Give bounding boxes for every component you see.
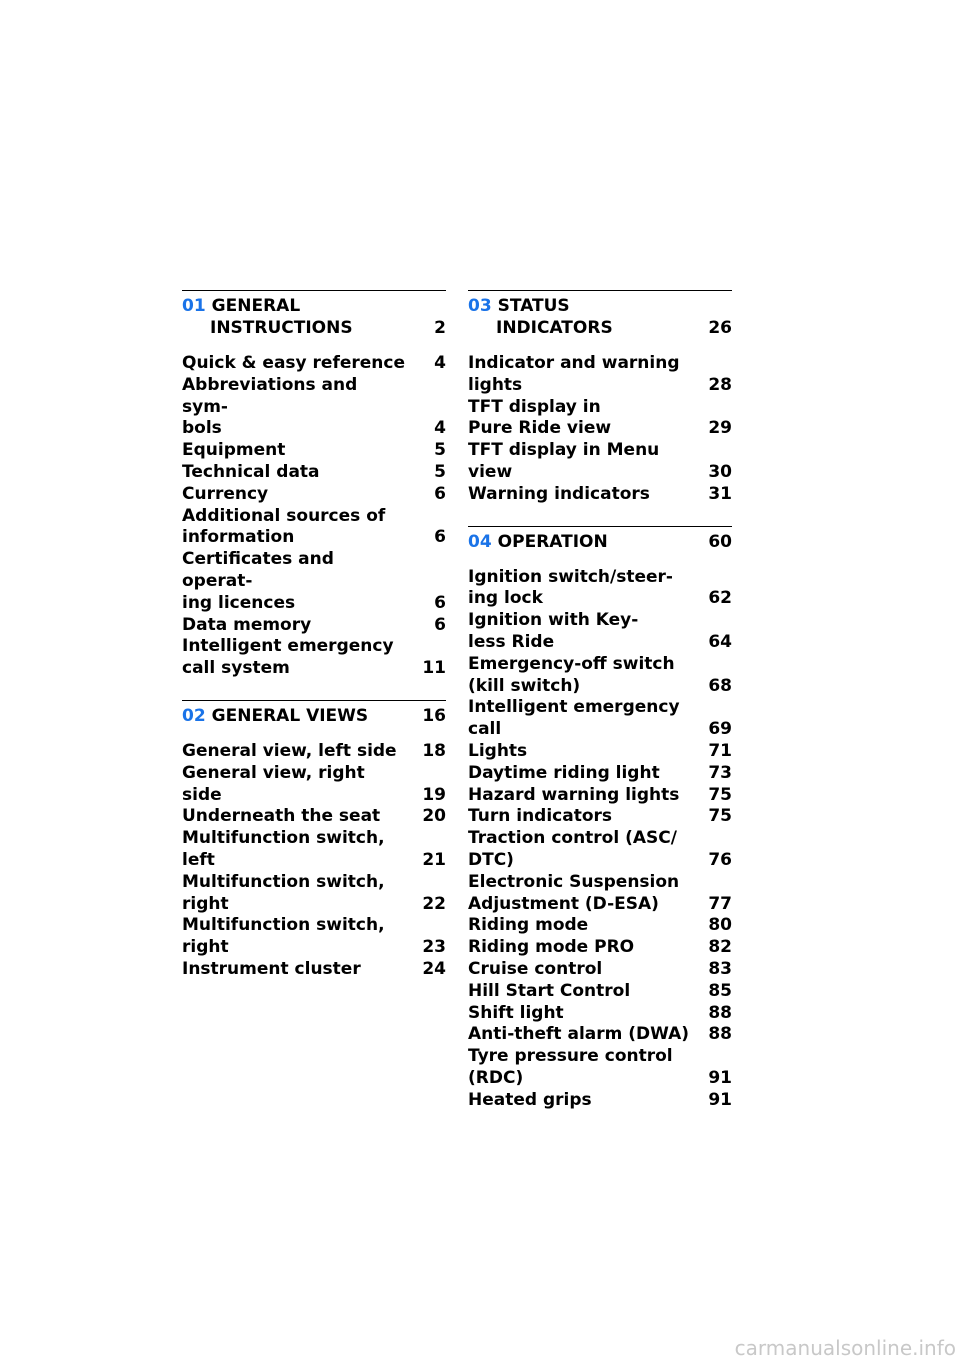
toc-entry-title: Electronic Suspension Adjustment (D-ESA): [468, 871, 680, 914]
toc-entry[interactable]: [182, 741, 446, 763]
toc-entry-title: Underneath the seat: [182, 806, 381, 827]
toc-entry-title: Heated grips: [468, 1089, 592, 1110]
toc-entry-page: 31: [708, 483, 732, 504]
section-heading-row: [182, 295, 446, 317]
toc-entry-page: 91: [708, 1067, 732, 1088]
section-title: GENERAL: [211, 296, 301, 316]
toc-entry[interactable]: [468, 763, 732, 785]
toc-entry-page: 83: [708, 958, 732, 979]
toc-entry[interactable]: [182, 484, 446, 506]
toc-entry-page: 62: [708, 588, 732, 609]
toc-entry-page: 5: [434, 461, 446, 482]
toc-entry-page: 29: [708, 418, 732, 439]
toc-entry-title: Abbreviations and sym- bols: [182, 374, 358, 439]
toc-entry-title: Ignition switch/steer- ing lock: [468, 566, 673, 609]
toc-entry[interactable]: [468, 872, 732, 916]
toc-entry[interactable]: [182, 440, 446, 462]
toc-entry-page: 85: [708, 980, 732, 1001]
section-heading-row: [182, 317, 446, 339]
section-title: GENERAL VIEWS: [211, 705, 369, 726]
toc-entry[interactable]: [468, 1024, 732, 1046]
toc-entry[interactable]: [468, 937, 732, 959]
toc-entry[interactable]: [182, 462, 446, 484]
section-heading-row: [182, 705, 446, 727]
section-heading-row: [468, 317, 732, 339]
toc-entry[interactable]: [182, 549, 446, 614]
toc-entry[interactable]: [182, 806, 446, 828]
toc-entry[interactable]: [468, 610, 732, 654]
toc-entry[interactable]: [468, 1003, 732, 1025]
toc-section: [182, 290, 446, 680]
toc-entry-page: 22: [422, 893, 446, 914]
toc-entry[interactable]: [182, 872, 446, 916]
toc-entry-page: 6: [434, 592, 446, 613]
section-number: 04: [468, 531, 492, 552]
section-heading-row: [468, 295, 732, 317]
toc-entry-title: Data memory: [182, 614, 312, 635]
toc-entry[interactable]: [182, 915, 446, 959]
toc-entry-title: Riding mode: [468, 915, 589, 936]
toc-entry[interactable]: [182, 763, 446, 807]
toc-entry-title: Hazard warning lights: [468, 784, 680, 805]
toc-entry[interactable]: [182, 828, 446, 872]
watermark-footer: carmanualsonline.info: [734, 1336, 956, 1360]
toc-entry-title: Lights: [468, 740, 528, 761]
toc-entry-page: 88: [708, 1024, 732, 1045]
toc-entry[interactable]: [468, 353, 732, 397]
toc-entry-page: 91: [708, 1089, 732, 1110]
toc-entry-page: 88: [708, 1002, 732, 1023]
toc-column-right: [468, 290, 732, 1132]
toc-entry[interactable]: [182, 506, 446, 550]
toc-entry-title: TFT display in Pure Ride view: [468, 396, 612, 439]
toc-entry[interactable]: [182, 959, 446, 981]
toc-entry-page: 23: [422, 937, 446, 958]
section-heading: [468, 291, 732, 339]
section-title: OPERATION: [497, 531, 608, 552]
toc-entry-page: 4: [434, 353, 446, 373]
toc-entry-title: Technical data: [182, 461, 320, 482]
toc-entry[interactable]: [468, 397, 732, 441]
toc-entry[interactable]: [468, 697, 732, 741]
toc-entry[interactable]: [468, 1046, 732, 1090]
toc-entry[interactable]: [468, 915, 732, 937]
toc-entry-title: Quick & easy reference: [182, 353, 406, 373]
toc-column-left: [182, 290, 446, 1001]
toc-entry[interactable]: [468, 1090, 732, 1112]
toc-entry-title: Currency: [182, 483, 269, 504]
toc-entry-title: General view, left side: [182, 740, 397, 761]
toc-section: [468, 290, 732, 506]
toc-entry-title: Instrument cluster: [182, 958, 361, 979]
section-heading-row: [468, 531, 732, 553]
toc-entry-title: Indicator and warning lights: [468, 353, 680, 395]
section-page: 2: [434, 318, 446, 338]
section-heading: [182, 291, 446, 339]
toc-entry-page: 30: [708, 461, 732, 482]
toc-entry[interactable]: [468, 567, 732, 611]
toc-entry-page: 5: [434, 440, 446, 461]
section-page: 16: [422, 705, 446, 726]
toc-entry-page: 20: [422, 806, 446, 827]
toc-entry-page: 28: [708, 374, 732, 395]
toc-entry-title: Anti-theft alarm (DWA): [468, 1024, 690, 1045]
toc-entry-page: 4: [434, 418, 446, 439]
toc-entry-title: TFT display in Menu view: [468, 440, 660, 482]
toc-entry-page: 18: [422, 740, 446, 761]
section-title: INDICATORS: [496, 318, 613, 338]
toc-entry-title: Multifunction switch, right: [182, 915, 385, 958]
toc-entry[interactable]: [182, 615, 446, 637]
toc-entry-page: 24: [422, 958, 446, 979]
toc-entry-title: Riding mode PRO: [468, 937, 635, 958]
section-number: 02: [182, 705, 206, 726]
toc-entry[interactable]: [468, 981, 732, 1003]
toc-entry[interactable]: [182, 375, 446, 440]
toc-entry-page: 6: [434, 527, 446, 548]
toc-entry[interactable]: [468, 785, 732, 807]
toc-entry-title: Daytime riding light: [468, 762, 660, 783]
toc-entry-title: General view, right side: [182, 762, 365, 805]
toc-entry-title: Cruise control: [468, 958, 603, 979]
toc-entry-title: Warning indicators: [468, 483, 650, 504]
toc-entry-page: 75: [708, 784, 732, 805]
toc-entry[interactable]: [468, 959, 732, 981]
toc-entry-title: Shift light: [468, 1002, 564, 1023]
toc-entry-page: 6: [434, 614, 446, 635]
section-title: INSTRUCTIONS: [210, 318, 353, 338]
toc-entry-page: 11: [422, 658, 446, 679]
toc-entry[interactable]: [182, 636, 446, 680]
toc-entry-title: Hill Start Control: [468, 980, 631, 1001]
toc-entry-title: Emergency-off switch (kill switch): [468, 653, 675, 696]
section-page: 60: [708, 531, 732, 552]
toc-entry-page: 75: [708, 806, 732, 827]
toc-entry-page: 82: [708, 937, 732, 958]
toc-entry-page: 21: [422, 849, 446, 870]
toc-entry-title: Turn indicators: [468, 806, 613, 827]
section-heading: [468, 527, 732, 553]
toc-entry[interactable]: [468, 806, 732, 828]
toc-entry-page: 19: [422, 784, 446, 805]
section-number: 03: [468, 296, 492, 316]
section-heading: [182, 701, 446, 727]
toc-entry-title: Intelligent emergency call system: [182, 636, 394, 679]
toc-entry-title: Multifunction switch, left: [182, 828, 385, 870]
toc-entry-page: 68: [708, 675, 732, 696]
toc-entry[interactable]: [468, 828, 732, 872]
toc-entry-page: 77: [708, 893, 732, 914]
toc-section: [182, 700, 446, 981]
section-number: 01: [182, 296, 206, 316]
toc-entry-page: 64: [708, 631, 732, 652]
toc-entry-title: Certificates and operat- ing licences: [182, 549, 334, 613]
toc-entry-title: Multifunction switch, right: [182, 871, 385, 914]
toc-entry[interactable]: [468, 654, 732, 698]
toc-entry-title: Equipment: [182, 440, 286, 461]
toc-entry-page: 71: [708, 740, 732, 761]
toc-entry[interactable]: [468, 484, 732, 506]
toc-section: [468, 526, 732, 1112]
section-page: 26: [708, 318, 732, 338]
toc-entry-title: Additional sources of information: [182, 505, 386, 548]
toc-entry-title: Ignition with Key- less Ride: [468, 610, 639, 652]
toc-entry-page: 69: [708, 719, 732, 740]
toc-entry-title: Intelligent emergency call: [468, 697, 680, 740]
toc-entry[interactable]: [468, 440, 732, 484]
toc-entry-page: 6: [434, 483, 446, 504]
toc-entry-page: 76: [708, 849, 732, 870]
toc-entry-title: Traction control (ASC/ DTC): [468, 828, 677, 870]
toc-entry[interactable]: [182, 353, 446, 375]
toc-entry-page: 80: [708, 915, 732, 936]
section-title: STATUS: [497, 296, 570, 316]
toc-entry[interactable]: [468, 741, 732, 763]
toc-entry-title: Tyre pressure control (RDC): [468, 1046, 673, 1088]
toc-entry-page: 73: [708, 762, 732, 783]
